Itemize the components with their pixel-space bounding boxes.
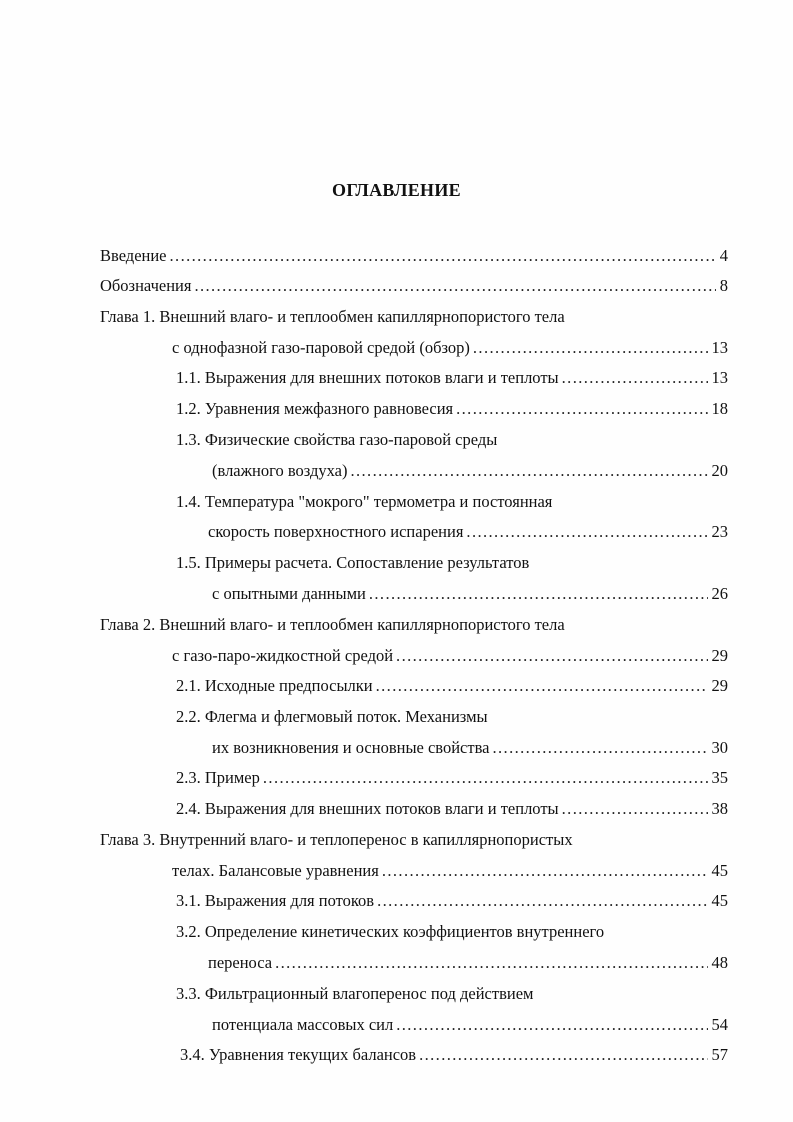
toc-entry-text: 3.2. Определение кинетических коэффициентов внутреннего: [176, 922, 605, 941]
toc-page-number: 45: [711, 861, 728, 880]
toc-entry: [100, 275, 728, 297]
toc-entry-text: 1.4. Температура "мокрого" термометра и постоянная: [176, 492, 553, 511]
toc-entry: [176, 675, 728, 697]
toc-entry: [180, 1044, 728, 1066]
toc-entry: [100, 306, 565, 328]
toc-page-number: 29: [711, 646, 728, 665]
toc-entry: [176, 706, 488, 728]
toc-entry-text: скорость поверхностного испарения: [208, 522, 464, 541]
toc-entry: [100, 614, 565, 636]
toc-entry-text: потенциала массовых сил: [212, 1015, 394, 1034]
toc-entry: [176, 552, 529, 574]
toc-entry: [176, 983, 533, 1005]
toc-dot-leader: [473, 337, 708, 359]
toc-entry: [176, 398, 728, 420]
toc-entry-text: 1.2. Уравнения межфазного равновесия: [176, 399, 454, 418]
toc-entry-text: Глава 2. Внешний влаго- и теплообмен капиллярнопористого тела: [100, 615, 565, 634]
toc-entry: [208, 952, 728, 974]
toc-page-number: 4: [719, 246, 728, 265]
toc-dot-leader: [263, 767, 708, 789]
toc-page-number: 30: [711, 738, 728, 757]
toc-entry-text: 1.5. Примеры расчета. Сопоставление результатов: [176, 553, 530, 572]
toc-page-number: 35: [711, 768, 728, 787]
toc-entry: [208, 521, 728, 543]
toc-page-number: 48: [711, 953, 728, 972]
toc-entry-text: с однофазной газо-паровой средой (обзор): [172, 338, 470, 357]
toc-page-number: 13: [711, 338, 728, 357]
toc-entry: [212, 460, 728, 482]
toc-dot-leader: [350, 460, 707, 482]
toc-dot-leader: [275, 952, 707, 974]
toc-entry: [176, 429, 497, 451]
toc-entry: [176, 767, 728, 789]
toc-entry-text: 2.4. Выражения для внешних потоков влаги и теплоты: [176, 799, 559, 818]
toc-entry: [172, 645, 728, 667]
toc-dot-leader: [456, 398, 707, 420]
toc-dot-leader: [562, 367, 708, 389]
toc-entry-text: Обозначения: [100, 276, 192, 295]
toc-dot-leader: [562, 798, 708, 820]
toc-entry-text: их возникновения и основные свойства: [212, 738, 490, 757]
toc-entry-text: Глава 1. Внешний влаго- и теплообмен капиллярнопористого тела: [100, 307, 565, 326]
toc-page-number: 8: [719, 276, 728, 295]
toc-page-number: 57: [711, 1045, 728, 1064]
toc-dot-leader: [419, 1044, 707, 1066]
toc-entry-text: 1.1. Выражения для внешних потоков влаги и теплоты: [176, 368, 559, 387]
toc-page-number: 45: [711, 891, 728, 910]
toc-entry-text: 2.3. Пример: [176, 768, 260, 787]
toc-dot-leader: [369, 583, 708, 605]
toc-entry-text: Введение: [100, 246, 167, 265]
toc-entry-text: переноса: [208, 953, 273, 972]
toc-dot-leader: [493, 737, 708, 759]
toc-entry: [100, 829, 573, 851]
toc-dot-leader: [382, 860, 708, 882]
toc-page-number: 26: [711, 584, 728, 603]
toc-entry-text: Глава 3. Внутренний влаго- и теплоперенос в капиллярнопористых: [100, 830, 573, 849]
toc-page-number: 18: [711, 399, 728, 418]
toc-entry: [172, 337, 728, 359]
toc-dot-leader: [396, 1014, 707, 1036]
toc-entry: [212, 583, 728, 605]
toc-entry-text: 3.1. Выражения для потоков: [176, 891, 375, 910]
toc-entry-text: 1.3. Физические свойства газо-паровой среды: [176, 430, 498, 449]
toc-entry: [172, 860, 728, 882]
toc-entry: [176, 798, 728, 820]
toc-entry: [176, 890, 728, 912]
toc-page-number: 29: [711, 676, 728, 695]
toc-title: ОГЛАВЛЕНИЕ: [332, 180, 461, 200]
toc-entry: [100, 245, 728, 267]
toc-dot-leader: [396, 645, 707, 667]
toc-dot-leader: [377, 890, 707, 912]
toc-dot-leader: [194, 275, 715, 297]
toc-dot-leader: [466, 521, 707, 543]
toc-entry-text: 2.1. Исходные предпосылки: [176, 676, 373, 695]
toc-page-number: 13: [711, 368, 728, 387]
toc-entry: [176, 367, 728, 389]
toc-page-number: 23: [711, 522, 728, 541]
toc-entry-text: 2.2. Флегма и флегмовый поток. Механизмы: [176, 707, 488, 726]
toc-entry: [212, 1014, 728, 1036]
toc-entry: [212, 737, 728, 759]
toc-dot-leader: [170, 245, 716, 267]
toc-entry-text: телах. Балансовые уравнения: [172, 861, 379, 880]
toc-entry: [176, 491, 552, 513]
toc-entry: [176, 921, 604, 943]
toc-dot-leader: [376, 675, 708, 697]
toc-page-number: 20: [711, 461, 728, 480]
toc-entry-text: 3.4. Уравнения текущих балансов: [180, 1045, 417, 1064]
toc-page-number: 38: [711, 799, 728, 818]
toc-entry-text: с газо-паро-жидкостной средой: [172, 646, 394, 665]
toc-entry-text: 3.3. Фильтрационный влагоперенос под действием: [176, 984, 534, 1003]
toc-page-number: 54: [711, 1015, 728, 1034]
toc-entry-text: с опытными данными: [212, 584, 366, 603]
toc-entry-text: (влажного воздуха): [212, 461, 348, 480]
